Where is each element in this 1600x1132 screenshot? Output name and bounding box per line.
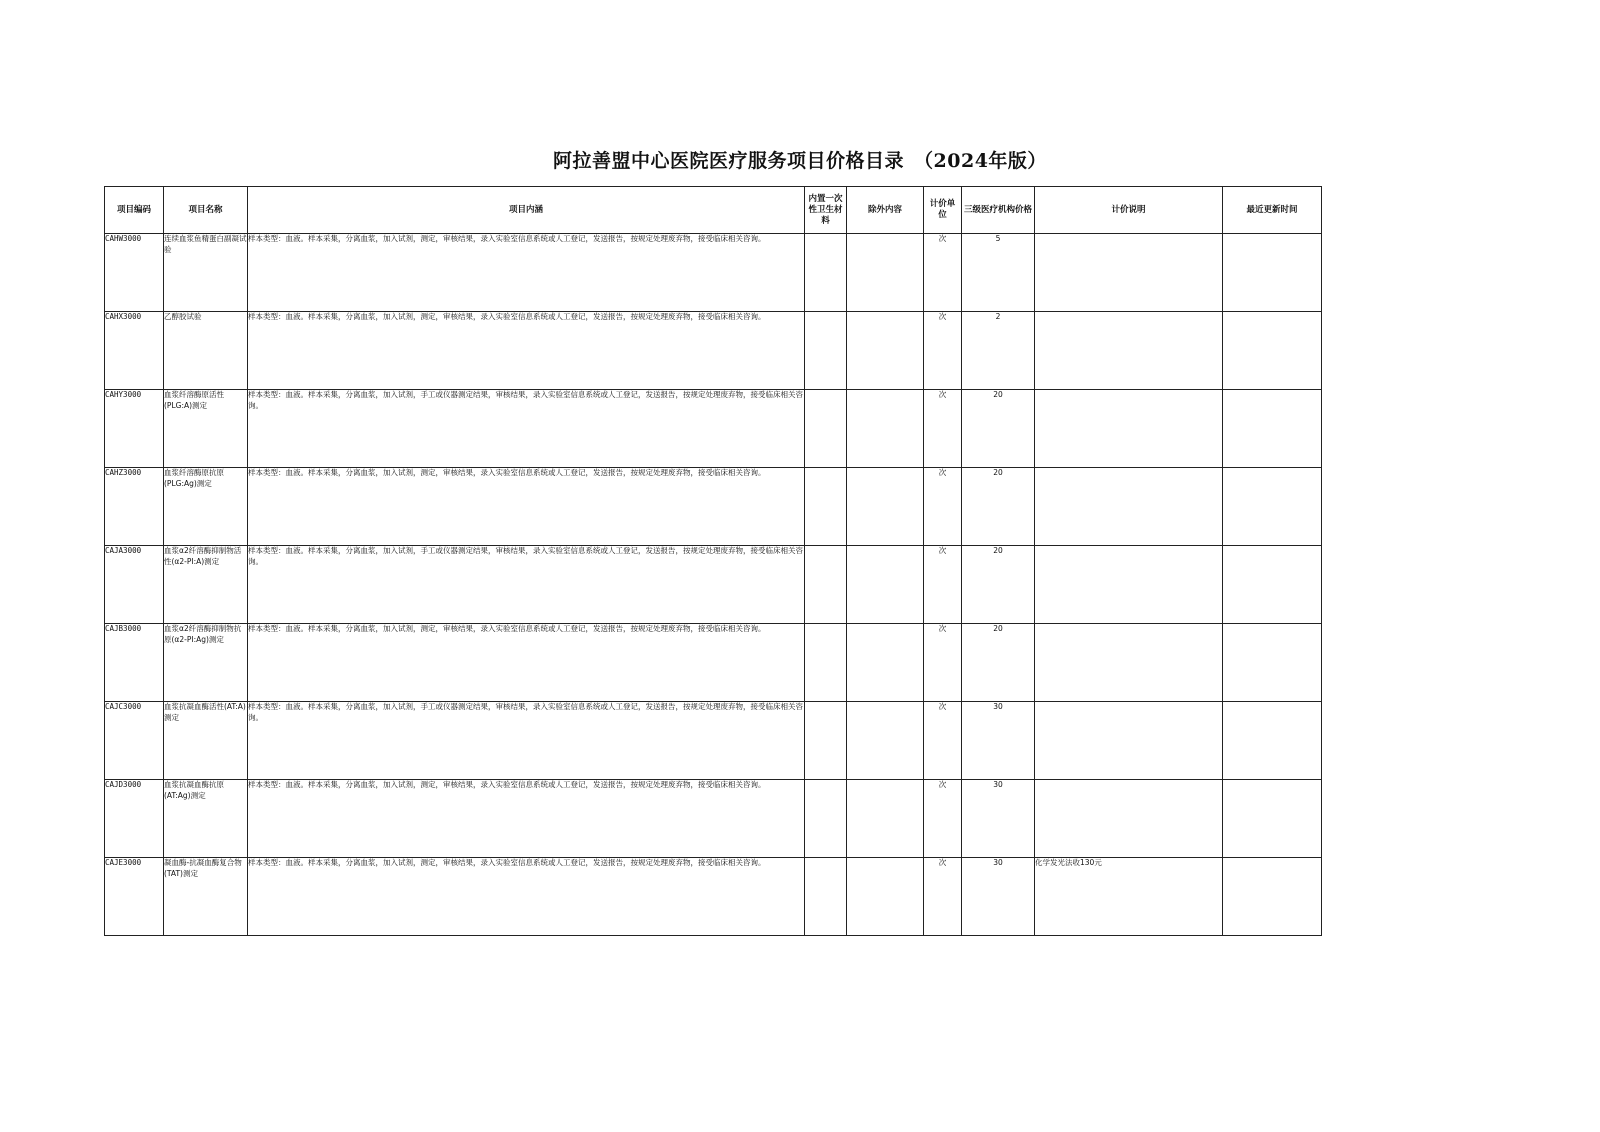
cell-content: 样本类型：血液。样本采集，分离血浆，加入试剂，手工或仪器测定结果，审核结果，录入实验室信息系统或人工登记，发送报告，按规定处理废弃物，接受临床相关咨询。 — [248, 390, 805, 468]
cell-code: CAHY3000 — [105, 390, 164, 468]
cell-unit: 次 — [924, 468, 962, 546]
cell-price: 2 — [962, 312, 1035, 390]
cell-price: 20 — [962, 468, 1035, 546]
cell-exclusion — [847, 546, 924, 624]
cell-code: CAHW3000 — [105, 234, 164, 312]
cell-updated — [1223, 234, 1322, 312]
cell-material — [805, 390, 847, 468]
cell-unit: 次 — [924, 858, 962, 936]
cell-exclusion — [847, 858, 924, 936]
cell-updated — [1223, 390, 1322, 468]
cell-unit: 次 — [924, 546, 962, 624]
cell-code: CAHX3000 — [105, 312, 164, 390]
cell-exclusion — [847, 624, 924, 702]
header-price: 三级医疗机构价格 — [962, 187, 1035, 234]
cell-content: 样本类型：血液。样本采集，分离血浆，加入试剂，测定，审核结果，录入实验室信息系统或人工登记，发送报告，按规定处理废弃物，接受临床相关咨询。 — [248, 468, 805, 546]
cell-material — [805, 858, 847, 936]
header-note: 计价说明 — [1035, 187, 1223, 234]
cell-price: 20 — [962, 546, 1035, 624]
header-code: 项目编码 — [105, 187, 164, 234]
cell-content: 样本类型：血液。样本采集，分离血浆，加入试剂，测定，审核结果，录入实验室信息系统或人工登记，发送报告，按规定处理废弃物，接受临床相关咨询。 — [248, 624, 805, 702]
cell-exclusion — [847, 468, 924, 546]
cell-code: CAJD3000 — [105, 780, 164, 858]
cell-material — [805, 546, 847, 624]
table-row — [105, 468, 1322, 546]
cell-note — [1035, 780, 1223, 858]
cell-note — [1035, 312, 1223, 390]
cell-code: CAJC3000 — [105, 702, 164, 780]
cell-note — [1035, 468, 1223, 546]
table-row — [105, 234, 1322, 312]
table-row — [105, 312, 1322, 390]
cell-code: CAJB3000 — [105, 624, 164, 702]
cell-material — [805, 234, 847, 312]
cell-note — [1035, 234, 1223, 312]
cell-content: 样本类型：血液。样本采集，分离血浆，加入试剂，手工或仪器测定结果，审核结果，录入实验室信息系统或人工登记，发送报告，按规定处理废弃物，接受临床相关咨询。 — [248, 546, 805, 624]
table-row — [105, 780, 1322, 858]
cell-price: 30 — [962, 780, 1035, 858]
cell-note — [1035, 624, 1223, 702]
cell-name: 血浆α2纤溶酶抑制物活性(α2-PI:A)测定 — [164, 546, 248, 624]
cell-updated — [1223, 546, 1322, 624]
table-row — [105, 390, 1322, 468]
cell-code: CAHZ3000 — [105, 468, 164, 546]
cell-note — [1035, 546, 1223, 624]
cell-note: 化学发光法收130元 — [1035, 858, 1223, 936]
table-row — [105, 624, 1322, 702]
cell-material — [805, 780, 847, 858]
cell-price: 5 — [962, 234, 1035, 312]
header-unit: 计价单位 — [924, 187, 962, 234]
cell-updated — [1223, 312, 1322, 390]
cell-content: 样本类型：血液。样本采集，分离血浆，加入试剂，手工或仪器测定结果，审核结果，录入实验室信息系统或人工登记，发送报告，按规定处理废弃物，接受临床相关咨询。 — [248, 702, 805, 780]
cell-note — [1035, 390, 1223, 468]
header-material: 内置一次性卫生材料 — [805, 187, 847, 234]
cell-unit: 次 — [924, 780, 962, 858]
cell-exclusion — [847, 234, 924, 312]
cell-content: 样本类型：血液。样本采集，分离血浆，加入试剂，测定，审核结果，录入实验室信息系统或人工登记，发送报告，按规定处理废弃物，接受临床相关咨询。 — [248, 780, 805, 858]
cell-exclusion — [847, 312, 924, 390]
cell-unit: 次 — [924, 624, 962, 702]
cell-note — [1035, 702, 1223, 780]
cell-exclusion — [847, 702, 924, 780]
cell-updated — [1223, 702, 1322, 780]
cell-unit: 次 — [924, 312, 962, 390]
cell-material — [805, 468, 847, 546]
cell-price: 30 — [962, 702, 1035, 780]
cell-updated — [1223, 624, 1322, 702]
cell-exclusion — [847, 780, 924, 858]
header-updated: 最近更新时间 — [1223, 187, 1322, 234]
cell-name: 血浆抗凝血酶抗原(AT:Ag)测定 — [164, 780, 248, 858]
cell-name: 血浆抗凝血酶活性(AT:A)测定 — [164, 702, 248, 780]
cell-unit: 次 — [924, 702, 962, 780]
cell-material — [805, 624, 847, 702]
cell-content: 样本类型：血液。样本采集，分离血浆，加入试剂，测定，审核结果，录入实验室信息系统或人工登记，发送报告，按规定处理废弃物，接受临床相关咨询。 — [248, 312, 805, 390]
cell-updated — [1223, 858, 1322, 936]
cell-code: CAJE3000 — [105, 858, 164, 936]
table-row — [105, 702, 1322, 780]
cell-content: 样本类型：血液。样本采集，分离血浆，加入试剂，测定，审核结果，录入实验室信息系统或人工登记，发送报告，按规定处理废弃物，接受临床相关咨询。 — [248, 234, 805, 312]
price-table — [104, 186, 1322, 936]
cell-content: 样本类型：血液。样本采集，分离血浆，加入试剂，测定，审核结果，录入实验室信息系统或人工登记，发送报告，按规定处理废弃物，接受临床相关咨询。 — [248, 858, 805, 936]
table-header-row — [105, 187, 1322, 234]
cell-material — [805, 702, 847, 780]
cell-updated — [1223, 780, 1322, 858]
cell-price: 20 — [962, 390, 1035, 468]
cell-name: 凝血酶-抗凝血酶复合物(TAT)测定 — [164, 858, 248, 936]
cell-material — [805, 312, 847, 390]
cell-name: 乙醇胶试验 — [164, 312, 248, 390]
cell-name: 血浆α2纤溶酶抑制物抗原(α2-PI:Ag)测定 — [164, 624, 248, 702]
header-exclusion: 除外内容 — [847, 187, 924, 234]
table-row — [105, 858, 1322, 936]
cell-exclusion — [847, 390, 924, 468]
cell-name: 血浆纤溶酶原活性(PLG:A)测定 — [164, 390, 248, 468]
cell-name: 连续血浆鱼精蛋白副凝试验 — [164, 234, 248, 312]
table-row — [105, 546, 1322, 624]
cell-price: 20 — [962, 624, 1035, 702]
cell-price: 30 — [962, 858, 1035, 936]
cell-unit: 次 — [924, 390, 962, 468]
cell-updated — [1223, 468, 1322, 546]
cell-code: CAJA3000 — [105, 546, 164, 624]
cell-name: 血浆纤溶酶原抗原(PLG:Ag)测定 — [164, 468, 248, 546]
header-content: 项目内涵 — [248, 187, 805, 234]
cell-unit: 次 — [924, 234, 962, 312]
header-name: 项目名称 — [164, 187, 248, 234]
document-title: 阿拉善盟中心医院医疗服务项目价格目录 （2024年版） — [553, 150, 1047, 172]
